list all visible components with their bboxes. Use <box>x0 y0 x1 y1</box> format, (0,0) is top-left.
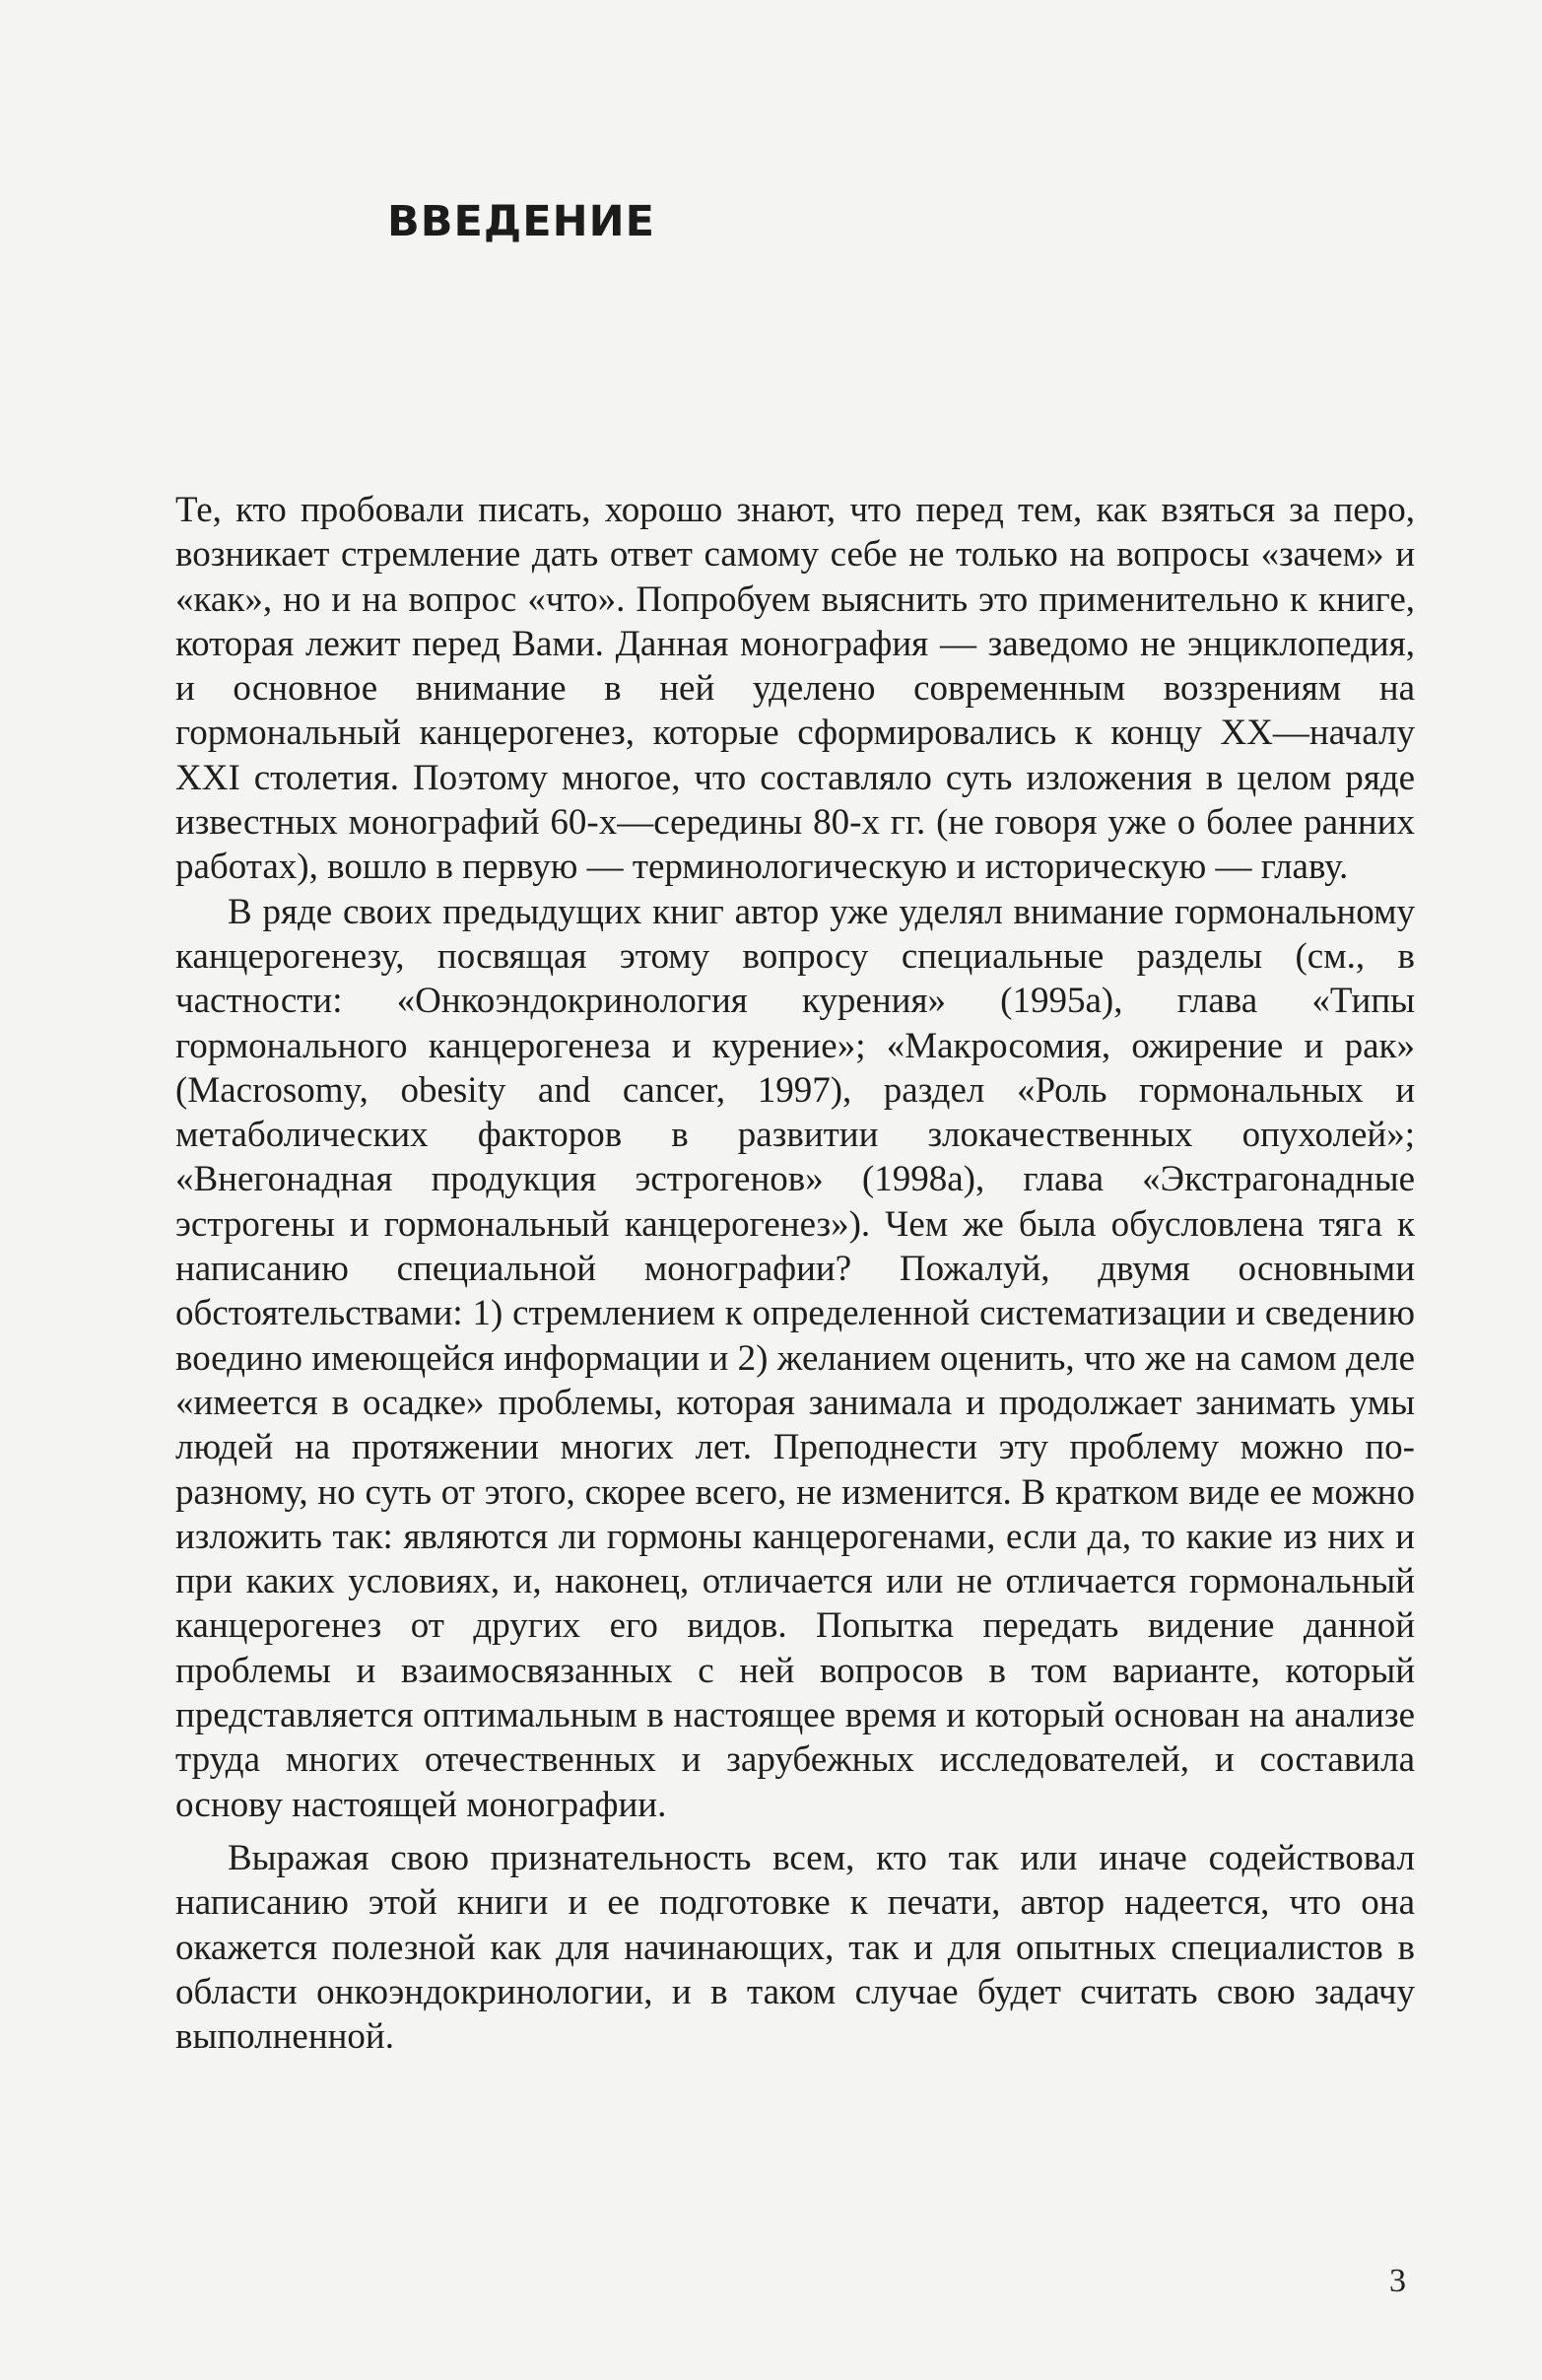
chapter-heading: ВВЕДЕНИЕ <box>387 197 655 246</box>
paragraph-previous-books: В ряде своих предыдущих книг автор уже уделял внимание гормональному канцерогенезу, посвящая этому вопросу специальные разделы (см., в частности: «Онкоэндокринология курения» (1995а), глава «Типы гормонального канцерогенеза и курение»; «Макросомия, ожирение и рак» (Macrosomy, obesity and cancer, 1997), раздел «Роль гормональных и метаболических факторов в развитии злокачественных опухолей»; «Внегонадная продукция эстрогенов» (1998а), глава «Экстрагонадные эстрогены и гормональный канцерогенез»). Чем же была обусловлена тяга к написанию специальной монографии? Пожалуй, двумя основными обстоятельствами: 1) стремлением к определенной систематизации и сведению воедино имеющейся информации и 2) желанием оценить, что же на самом деле «имеется в осадке» проблемы, которая занимала и продолжает занимать умы людей на протяжении многих лет. Преподнести эту проблему можно по-разному, но суть от этого, скорее всего, не изменится. В кратком виде ее можно изложить так: являются ли гормоны канцерогенами, если да, то какие из них и при каких условиях, и, наконец, отличается или не отличается гормональный канцерогенез от других его видов. Попытка передать видение данной проблемы и взаимосвязанных с ней вопросов в том варианте, который представляется оптимальным в настоящее время и который основан на анализе труда многих отечественных и зарубежных исследователей, и составила основу настоящей монографии. <box>175 891 1415 1825</box>
body-text <box>175 488 1415 2059</box>
paragraph-intro: Те, кто пробовали писать, хорошо знают, что перед тем, как взяться за перо, возникает стремление дать ответ самому себе не только на вопросы «зачем» и «как», но и на вопрос «что». Попробуем выяснить это применительно к книге, которая лежит перед Вами. Данная монография — заведомо не энциклопедия, и основное внимание в ней уделено современным воззрениям на гормональный канцерогенез, которые сформировались к концу XX—началу XXI столетия. Поэтому многое, что составляло суть изложения в целом ряде известных монографий 60-х—середины 80-х гг. (не говоря уже о более ранних работах), вошло в первую — терминологическую и историческую — главу. <box>175 490 1415 888</box>
page-number: 3 <box>1389 2263 1406 2299</box>
paragraph-acknowledgement: Выражая свою признательность всем, кто так или иначе содействовал написанию этой книги и ее подготовке к печати, автор надеется, что она окажется полезной как для начинающих, так и для опытных специалистов в области онкоэндокринологии, и в таком случае будет считать свою задачу выполненной. <box>175 1837 1415 2058</box>
